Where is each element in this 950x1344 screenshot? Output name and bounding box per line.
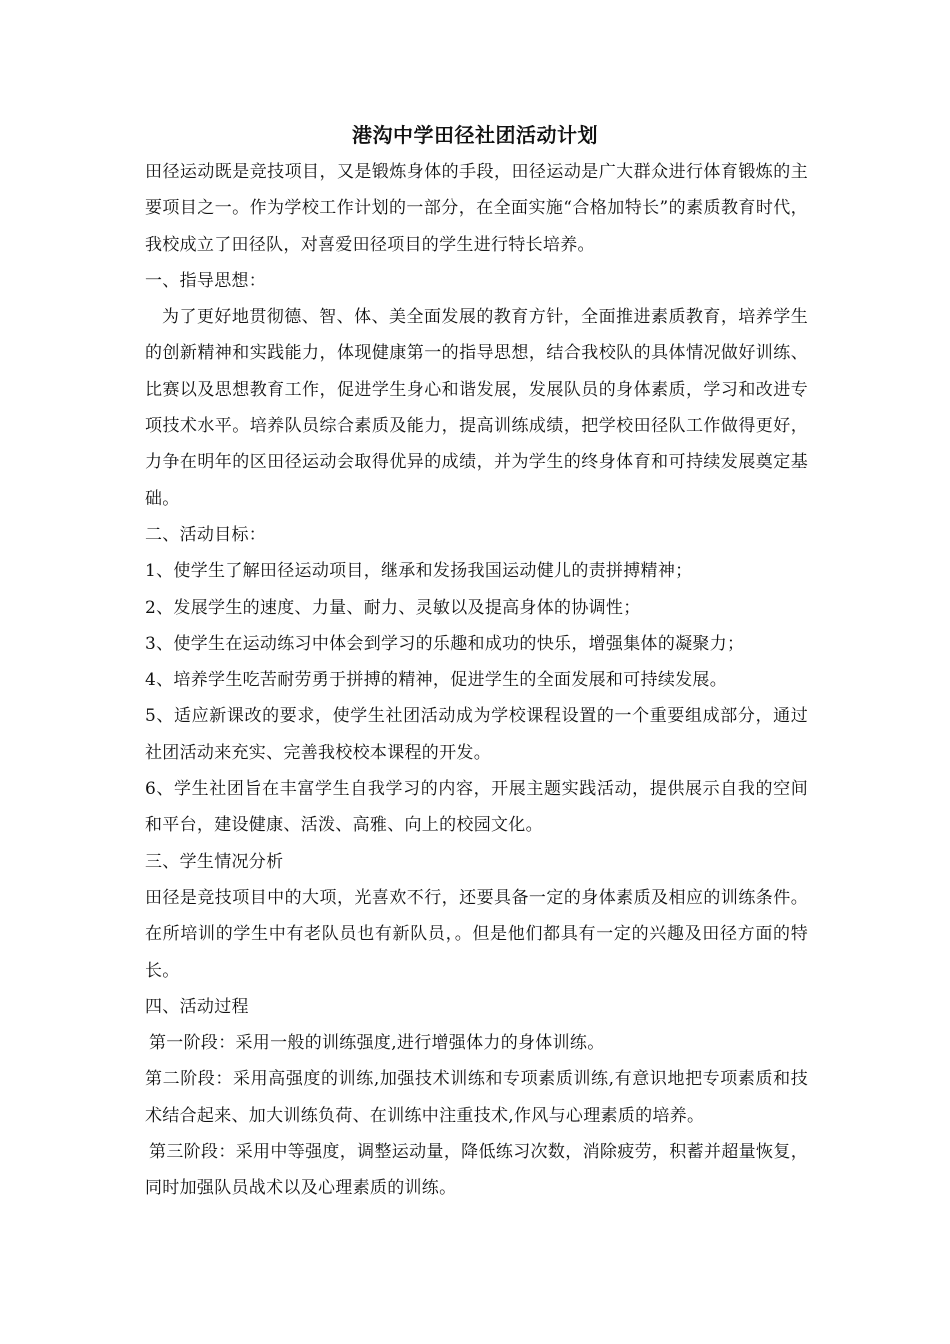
guiding-ideology-paragraph: 为了更好地贯彻德、智、体、美全面发展的教育方针，全面推进素质教育，培养学生的创新精神和实践能力，体现健康第一的指导思想，结合我校队的具体情况做好训练、比赛以及思想教育工作，促进学生身心和谐发展，发展队员的身体素质，学习和改进专项技术水平。培养队员综合素质及能力，提高训练成绩，把学校田径队工作做得更好，力争在明年的区田径运动会取得优异的成绩，并为学生的终身体育和可持续发展奠定基础。 bbox=[145, 307, 808, 509]
student-analysis-paragraph: 田径是竞技项目中的大项，光喜欢不行，还要具备一定的身体素质及相应的训练条件。在所培训的学生中有老队员也有新队员，。但是他们都具有一定的兴趣及田径方面的特长。 bbox=[145, 887, 808, 981]
document-body bbox=[145, 154, 808, 1207]
goal-item-2: 2、发展学生的速度、力量、耐力、灵敏以及提高身体的协调性； bbox=[145, 597, 641, 618]
document-title: 港沟中学田径社团活动计划 bbox=[352, 123, 598, 147]
goal-item-5: 5、适应新课改的要求，使学生社团活动成为学校课程设置的一个重要组成部分，通过社团活动来充实、完善我校校本课程的开发。 bbox=[145, 706, 808, 763]
section-heading-student-analysis: 三、学生情况分析 bbox=[145, 851, 284, 872]
stage-1-paragraph: 第一阶段：采用一般的训练强度,进行增强体力的身体训练。 bbox=[149, 1033, 605, 1054]
goal-item-4: 4、培养学生吃苦耐劳勇于拼搏的精神，促进学生的全面发展和可持续发展。 bbox=[145, 670, 728, 691]
goal-item-3: 3、使学生在运动练习中体会到学习的乐趣和成功的快乐，增强集体的凝聚力； bbox=[145, 633, 745, 654]
goal-item-1: 1、使学生了解田径运动项目，继承和发扬我国运动健儿的责拼搏精神； bbox=[145, 561, 693, 582]
stage-3-paragraph: 第三阶段：采用中等强度，调整运动量，降低练习次数，消除疲劳，积蓄并超量恢复，同时加强队员战术以及心理素质的训练。 bbox=[145, 1142, 808, 1199]
stage-2-paragraph: 第二阶段：采用高强度的训练,加强技术训练和专项素质训练,有意识地把专项素质和技术结合起来、加大训练负荷、在训练中注重技术,作风与心理素质的培养。 bbox=[145, 1069, 808, 1126]
section-heading-activity-goals: 二、活动目标： bbox=[145, 524, 267, 545]
section-heading-activity-process: 四、活动过程 bbox=[145, 996, 249, 1017]
goal-item-6: 6、学生社团旨在丰富学生自我学习的内容，开展主题实践活动，提供展示自我的空间和平台，建设健康、活泼、高雅、向上的校园文化。 bbox=[145, 779, 808, 836]
intro-paragraph: 田径运动既是竞技项目，又是锻炼身体的手段，田径运动是广大群众进行体育锻炼的主要项目之一。作为学校工作计划的一部分，在全面实施“合格加特长”的素质教育时代，我校成立了田径队，对喜爱田径项目的学生进行特长培养。 bbox=[145, 162, 808, 255]
section-heading-guiding-ideology: 一、指导思想： bbox=[145, 270, 267, 291]
